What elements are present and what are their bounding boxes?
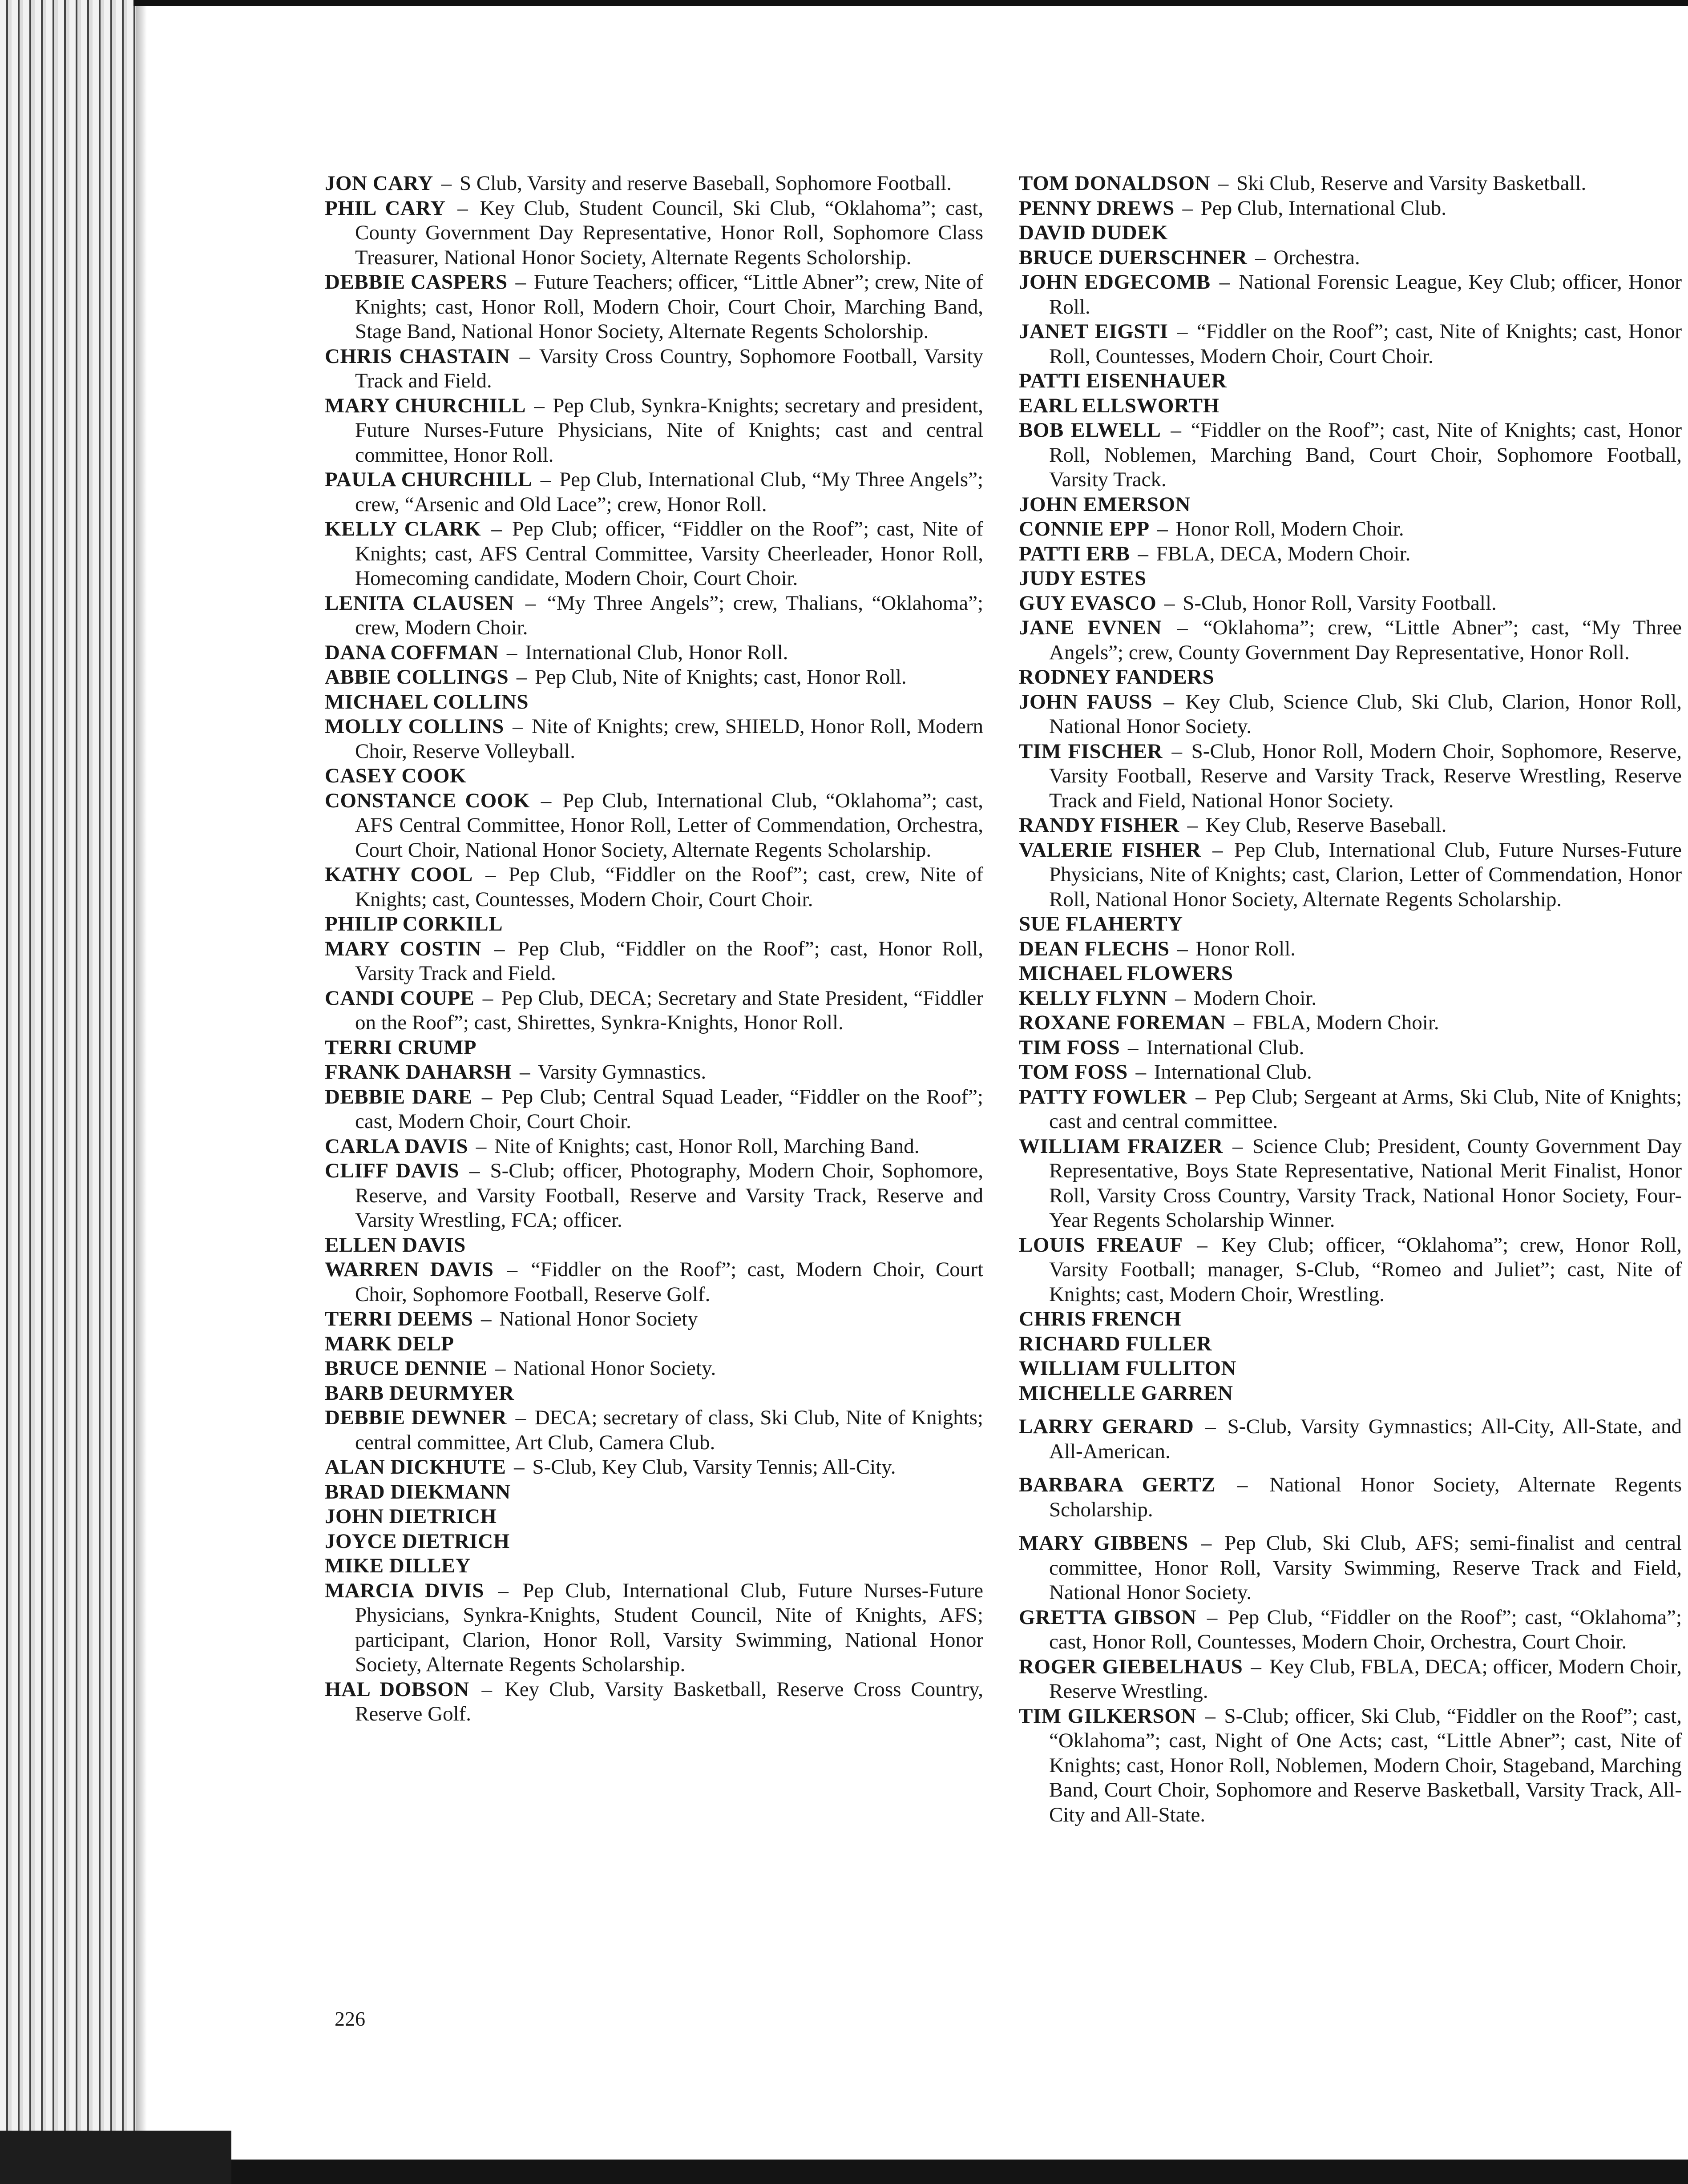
top-edge — [133, 0, 1688, 6]
separator-dash: – — [506, 641, 517, 664]
student-name: ELLEN DAVIS — [325, 1233, 466, 1257]
roster-entry — [325, 1307, 983, 1332]
roster-entry — [325, 1579, 983, 1677]
separator-dash: – — [481, 1307, 492, 1330]
activities-text: Pep Club; officer, “Fiddler on the Roof”; cast, Nite of Knights; cast, AFS Central Committee, Varsity Cheerleader, Honor Roll, Homecoming candidate, Modern Choir, Court Choir. — [355, 517, 983, 590]
roster-entry — [325, 1504, 983, 1529]
roster-entry — [1019, 246, 1682, 270]
separator-dash: – — [1205, 1415, 1216, 1438]
student-name: TOM DONALDSON — [1019, 172, 1210, 195]
roster-entry — [1019, 1060, 1682, 1085]
roster-entry — [325, 789, 983, 863]
student-name: MICHELLE GARREN — [1019, 1381, 1233, 1405]
student-name: DEAN FLECHS — [1019, 937, 1170, 960]
student-name: JON CARY — [325, 172, 433, 195]
roster-entry — [1019, 1704, 1682, 1828]
roster-entry — [325, 467, 983, 517]
separator-dash: – — [1197, 1233, 1207, 1257]
student-name: JOHN DIETRICH — [325, 1505, 497, 1528]
separator-dash: – — [1205, 1704, 1216, 1728]
roster-entry — [1019, 838, 1682, 912]
student-name: RODNEY FANDERS — [1019, 665, 1215, 689]
activities-text: Pep Club, DECA; Secretary and State President, “Fiddler on the Roof”; cast, Shirettes, Synkra-Knights, Honor Roll. — [355, 986, 984, 1034]
separator-dash: – — [1237, 1473, 1248, 1496]
student-name: CHRIS FRENCH — [1019, 1307, 1182, 1330]
student-name: CONSTANCE COOK — [325, 789, 530, 812]
student-name: CARLA DAVIS — [325, 1134, 468, 1158]
roster-entry — [325, 1085, 983, 1134]
student-name: ROXANE FOREMAN — [1019, 1011, 1226, 1034]
roster-entry — [325, 764, 983, 789]
separator-dash: – — [441, 172, 452, 195]
student-name: VALERIE FISHER — [1019, 838, 1201, 862]
student-name: BARB DEURMYER — [325, 1381, 514, 1405]
activities-text: Nite of Knights; crew, SHIELD, Honor Roll, Modern Choir, Reserve Volleyball. — [355, 715, 984, 763]
activities-text: Science Club; President, County Government Day Representative, Boys State Representative, National Merit Finalist, Honor Roll, Varsity Cross Country, Varsity Track, National Honor Society, Four-Year Regents Scholarship Winner. — [1049, 1134, 1682, 1232]
activities-text: Pep Club, International Club, Future Nurses-Future Physicians, Nite of Knights; cast, Clarion, Letter of Commendation, Honor Roll, National Honor Society, Alternate Regents Scholarship. — [1049, 838, 1682, 911]
student-name: KELLY CLARK — [325, 517, 481, 540]
student-name: PENNY DREWS — [1019, 196, 1175, 220]
roster-entry — [325, 665, 983, 690]
student-name: RICHARD FULLER — [1019, 1332, 1212, 1355]
student-name: LENITA CLAUSEN — [325, 591, 514, 615]
roster-entry — [1019, 171, 1682, 196]
student-name: CONNIE EPP — [1019, 517, 1150, 540]
separator-dash: – — [1251, 1655, 1261, 1678]
student-name: ABBIE COLLINGS — [325, 665, 509, 689]
roster-entry — [325, 1332, 983, 1357]
student-name: JOHN EMERSON — [1019, 492, 1191, 516]
student-name: ALAN DICKHUTE — [325, 1455, 506, 1479]
activities-text: Key Club, Student Council, Ski Club, “Oklahoma”; cast, County Government Day Representative, Honor Roll, Sophomore Class Treasurer, National Honor Society, Alternate Regents Scholorship. — [355, 196, 984, 269]
activities-text: Nite of Knights; cast, Honor Roll, Marching Band. — [494, 1134, 920, 1158]
roster-entry — [1019, 542, 1682, 567]
separator-dash: – — [1171, 419, 1181, 442]
separator-dash: – — [1255, 246, 1266, 269]
student-name: DANA COFFMAN — [325, 641, 499, 664]
activities-text: “My Three Angels”; crew, Thalians, “Oklahoma”; crew, Modern Choir. — [355, 591, 984, 639]
separator-dash: – — [1232, 1134, 1243, 1158]
activities-text: “Fiddler on the Roof”; cast, Modern Choir, Court Choir, Sophomore Football, Reserve Golf. — [355, 1258, 983, 1306]
roster-entry — [325, 1381, 983, 1406]
activities-text: International Club. — [1154, 1060, 1312, 1084]
roster-entry — [1019, 394, 1682, 419]
activities-text: National Honor Society. — [513, 1357, 716, 1380]
activities-text: National Honor Society — [499, 1307, 698, 1330]
roster-entry — [325, 912, 983, 937]
page-number: 226 — [335, 2007, 365, 2030]
activities-text: Pep Club, Nite of Knights; cast, Honor Roll. — [535, 665, 907, 689]
student-name: DEBBIE DARE — [325, 1085, 472, 1108]
separator-dash: – — [1177, 937, 1188, 960]
student-name: ROGER GIEBELHAUS — [1019, 1655, 1243, 1678]
roster-entry — [325, 1233, 983, 1258]
roster-entry — [1019, 369, 1682, 394]
activities-text: S Club, Varsity and reserve Baseball, Sophomore Football. — [459, 172, 952, 195]
student-name: TERRI CRUMP — [325, 1036, 477, 1059]
student-name: MARY COSTIN — [325, 937, 481, 960]
separator-dash: – — [516, 665, 527, 689]
roster-entry — [325, 1060, 983, 1085]
roster-entry — [1019, 1332, 1682, 1357]
separator-dash: – — [476, 1134, 487, 1158]
student-name: JOHN EDGECOMB — [1019, 270, 1211, 294]
roster-entry — [325, 517, 983, 591]
roster-entry — [325, 1455, 983, 1480]
student-name: JANE EVNEN — [1019, 616, 1162, 639]
student-name: BARBARA GERTZ — [1019, 1473, 1216, 1496]
separator-dash: – — [520, 1060, 530, 1084]
student-name: TIM FISCHER — [1019, 739, 1163, 763]
roster-entry — [1019, 986, 1682, 1011]
activities-text: FBLA, DECA, Modern Choir. — [1156, 542, 1411, 565]
activities-text: “Oklahoma”; crew, “Little Abner”; cast, “My Three Angels”; crew, County Government Day Representative, Honor Roll. — [1049, 616, 1682, 664]
bottom-edge — [231, 2160, 1688, 2184]
student-name: WILLIAM FRAIZER — [1019, 1134, 1223, 1158]
student-name: BRAD DIEKMANN — [325, 1480, 511, 1503]
roster-entry — [1019, 690, 1682, 739]
student-name: GUY EVASCO — [1019, 591, 1157, 615]
student-name: KELLY FLYNN — [1019, 986, 1167, 1010]
roster-entry — [325, 986, 983, 1036]
roster-entry — [325, 171, 983, 196]
student-name: PATTI EISENHAUER — [1019, 369, 1227, 392]
roster-entry — [1019, 1655, 1682, 1704]
student-name: JANET EIGSTI — [1019, 320, 1168, 343]
roster-entry — [1019, 196, 1682, 221]
roster-entry — [1019, 1085, 1682, 1134]
separator-dash: – — [495, 1357, 506, 1380]
activities-text: Key Club, Science Club, Ski Club, Clarion, Honor Roll, National Honor Society. — [1049, 690, 1682, 738]
roster-entry — [1019, 739, 1682, 814]
student-name: DEBBIE CASPERS — [325, 270, 508, 294]
activities-text: Varsity Cross Country, Sophomore Football, Varsity Track and Field. — [355, 344, 983, 392]
roster-entry — [1019, 1233, 1682, 1307]
separator-dash: – — [1164, 591, 1175, 615]
roster-entry — [325, 862, 983, 912]
roster-entry — [1019, 1356, 1682, 1381]
roster-entry — [1019, 418, 1682, 492]
roster-entry — [1019, 665, 1682, 690]
roster-entry — [325, 1356, 983, 1381]
roster-entry — [1019, 961, 1682, 986]
separator-dash: – — [1182, 196, 1193, 220]
student-name: SUE FLAHERTY — [1019, 912, 1183, 935]
activities-text: S-Club, Honor Roll, Varsity Football. — [1183, 591, 1497, 615]
activities-text: Ski Club, Reserve and Varsity Basketball. — [1236, 172, 1587, 195]
roster-entry — [1019, 270, 1682, 319]
roster-entry — [1019, 616, 1682, 665]
roster-entry — [1019, 813, 1682, 838]
roster-entry — [325, 690, 983, 715]
separator-dash: – — [1177, 616, 1188, 639]
separator-dash: – — [481, 1677, 492, 1701]
separator-dash: – — [1207, 1605, 1218, 1629]
separator-dash: – — [482, 986, 493, 1010]
separator-dash: – — [1157, 517, 1168, 540]
roster-entry — [325, 714, 983, 764]
book-page-edges — [0, 0, 147, 2184]
roster-entry — [325, 1406, 983, 1455]
roster-entry — [325, 1036, 983, 1060]
student-name: JOYCE DIETRICH — [325, 1529, 510, 1553]
separator-dash: – — [469, 1159, 480, 1182]
separator-dash: – — [514, 1455, 525, 1479]
student-name: JUDY ESTES — [1019, 567, 1147, 590]
student-name: WILLIAM FULLITON — [1019, 1357, 1236, 1380]
activities-text: S-Club, Key Club, Varsity Tennis; All-City. — [532, 1455, 896, 1479]
student-name: TOM FOSS — [1019, 1060, 1128, 1084]
activities-text: Modern Choir. — [1193, 986, 1317, 1010]
separator-dash: – — [1233, 1011, 1244, 1034]
student-name: EARL ELLSWORTH — [1019, 394, 1220, 417]
activities-text: Pep Club, “Fiddler on the Roof”; cast, Honor Roll, Varsity Track and Field. — [355, 937, 983, 985]
right-column — [1019, 171, 1682, 1827]
student-name: PHILIP CORKILL — [325, 912, 503, 935]
separator-dash: – — [1128, 1036, 1139, 1059]
roster-entry — [325, 270, 983, 344]
roster-entry — [325, 937, 983, 986]
separator-dash: – — [515, 1406, 526, 1429]
activities-text: Pep Club; Central Squad Leader, “Fiddler on the Roof”; cast, Modern Choir, Court Choir. — [355, 1085, 983, 1133]
separator-dash: – — [525, 591, 536, 615]
student-name: HAL DOBSON — [325, 1677, 469, 1701]
student-name: MOLLY COLLINS — [325, 715, 504, 738]
student-name: KATHY COOL — [325, 863, 473, 886]
activities-text: International Club. — [1146, 1036, 1304, 1059]
separator-dash: – — [1171, 739, 1183, 763]
separator-dash: – — [1177, 320, 1188, 343]
left-column — [325, 171, 983, 1727]
student-name: BRUCE DENNIE — [325, 1357, 488, 1380]
separator-dash: – — [485, 863, 496, 886]
roster-entry — [325, 1554, 983, 1579]
student-name: TERRI DEEMS — [325, 1307, 473, 1330]
activities-text: FBLA, Modern Choir. — [1252, 1011, 1439, 1034]
roster-entry — [325, 196, 983, 270]
roster-entry — [1019, 591, 1682, 616]
roster-entry — [1019, 1011, 1682, 1036]
separator-dash: – — [507, 1258, 518, 1281]
separator-dash: – — [541, 789, 552, 812]
student-name: LOUIS FREAUF — [1019, 1233, 1183, 1257]
roster-entry — [325, 1134, 983, 1159]
student-name: MIKE DILLEY — [325, 1554, 471, 1577]
separator-dash: – — [498, 1579, 509, 1602]
student-name: PATTY FOWLER — [1019, 1085, 1187, 1108]
roster-entry — [1019, 1381, 1682, 1406]
student-name: MICHAEL FLOWERS — [1019, 962, 1233, 985]
roster-entry — [325, 591, 983, 641]
roster-entry — [325, 641, 983, 665]
student-name: MARK DELP — [325, 1332, 454, 1355]
activities-text: Future Teachers; officer, “Little Abner”; crew, Nite of Knights; cast, Honor Roll, Modern Choir, Court Choir, Marching Band, Stage Band, National Honor Society, Alternate Regents Scholorship. — [355, 270, 984, 343]
roster-entry — [1019, 1307, 1682, 1332]
student-name: CANDI COUPE — [325, 986, 475, 1010]
separator-dash: – — [540, 468, 551, 491]
roster-entry — [1019, 517, 1682, 542]
separator-dash: – — [534, 394, 545, 417]
separator-dash: – — [1201, 1531, 1212, 1555]
roster-entry — [325, 1159, 983, 1233]
student-name: PAULA CHURCHILL — [325, 468, 532, 491]
activities-text: Honor Roll, Modern Choir. — [1175, 517, 1404, 540]
activities-text: Key Club, Varsity Basketball, Reserve Cross Country, Reserve Golf. — [355, 1677, 984, 1725]
student-name: LARRY GERARD — [1019, 1415, 1194, 1438]
activities-text: Key Club; officer, “Oklahoma”; crew, Honor Roll, Varsity Football; manager, S-Club, “Romeo and Juliet”; cast, Nite of Knights; cast, Modern Choir, Wrestling. — [1049, 1233, 1682, 1306]
student-name: RANDY FISHER — [1019, 814, 1179, 837]
roster-entry — [1019, 1605, 1682, 1655]
roster-entry — [1019, 1036, 1682, 1060]
activities-text: Pep Club, Synkra-Knights; secretary and president, Future Nurses-Future Physicians, Nite of Knights; cast and central committee, Honor Roll. — [355, 394, 984, 467]
roster-entry — [1019, 319, 1682, 369]
roster-entry — [1019, 492, 1682, 517]
activities-text: S-Club, Honor Roll, Modern Choir, Sophomore, Reserve, Varsity Football, Reserve and Varsity Track, Reserve Wrestling, Reserve Track and Field, National Honor Society. — [1049, 739, 1682, 812]
student-name: CHRIS CHASTAIN — [325, 344, 510, 368]
activities-text: Pep Club, “Fiddler on the Roof”; cast, “Oklahoma”; cast, Honor Roll, Countesses, Modern Choir, Orchestra, Court Choir. — [1049, 1605, 1682, 1653]
student-name: PHIL CARY — [325, 196, 446, 220]
activities-text: Pep Club, International Club, “Oklahoma”; cast, AFS Central Committee, Honor Roll, Letter of Commendation, Orchestra, Court Choir, National Honor Society, Alternate Regents Scholarship. — [355, 789, 984, 862]
separator-dash: – — [1175, 986, 1186, 1010]
activities-text: Pep Club, Ski Club, AFS; semi-finalist and central committee, Honor Roll, Varsity Swimming, Reserve Track and Field, National Honor Society. — [1049, 1531, 1682, 1604]
roster-entry — [1019, 912, 1682, 937]
roster-entry — [1019, 1531, 1682, 1605]
bottom-edge-shadow — [0, 2131, 231, 2184]
activities-text: Pep Club, International Club. — [1200, 196, 1446, 220]
roster-entry — [325, 1529, 983, 1554]
roster-entry — [325, 344, 983, 394]
student-name: BOB ELWELL — [1019, 419, 1161, 442]
student-name: CASEY COOK — [325, 764, 466, 787]
activities-text: National Honor Society, Alternate Regents Scholarship. — [1049, 1473, 1682, 1521]
activities-text: Orchestra. — [1273, 246, 1360, 269]
roster-entry — [1019, 1414, 1682, 1464]
activities-text: Key Club, FBLA, DECA; officer, Modern Choir, Reserve Wrestling. — [1049, 1655, 1682, 1703]
separator-dash: – — [1163, 690, 1174, 713]
activities-text: National Forensic League, Key Club; officer, Honor Roll. — [1049, 270, 1682, 318]
separator-dash: – — [513, 715, 523, 738]
separator-dash: – — [1218, 172, 1229, 195]
student-name: GRETTA GIBSON — [1019, 1605, 1197, 1629]
activities-text: Honor Roll. — [1195, 937, 1296, 960]
student-name: MARCIA DIVIS — [325, 1579, 484, 1602]
separator-dash: – — [1212, 838, 1223, 862]
separator-dash: – — [515, 270, 526, 294]
student-name: FRANK DAHARSH — [325, 1060, 512, 1084]
separator-dash: – — [519, 344, 530, 368]
activities-text: “Fiddler on the Roof”; cast, Nite of Knights; cast, Honor Roll, Noblemen, Marching Band, Court Choir, Sophomore Football, Varsity Track. — [1049, 419, 1682, 491]
student-name: TIM GILKERSON — [1019, 1704, 1196, 1728]
student-name: MARY CHURCHILL — [325, 394, 526, 417]
separator-dash: – — [491, 517, 502, 540]
student-name: MARY GIBBENS — [1019, 1531, 1188, 1555]
activities-text: Pep Club, International Club, Future Nurses-Future Physicians, Synkra-Knights, Student Council, Nite of Knights, AFS; participant, Clarion, Honor Roll, Varsity Swimming, National Honor Society, Alternate Regents Scholarship. — [355, 1579, 984, 1676]
activities-text: “Fiddler on the Roof”; cast, Nite of Knights; cast, Honor Roll, Countesses, Modern Choir, Court Choir. — [1049, 320, 1682, 368]
separator-dash: – — [1195, 1085, 1206, 1108]
activities-text: International Club, Honor Roll. — [525, 641, 788, 664]
student-name: JOHN FAUSS — [1019, 690, 1153, 713]
activities-text: Varsity Gymnastics. — [537, 1060, 707, 1084]
separator-dash: – — [494, 937, 505, 960]
activities-text: Pep Club, International Club, “My Three Angels”; crew, “Arsenic and Old Lace”; crew, Honor Roll. — [355, 468, 984, 516]
separator-dash: – — [1135, 1060, 1146, 1084]
activities-text: S-Club; officer, Ski Club, “Fiddler on the Roof”; cast, “Oklahoma”; cast, Night of One Acts; cast, “Little Abner”; cast, Nite of Knights; cast, Honor Roll, Noblemen, Modern Choir, Stageband, Marching Band, Court Choir, Sophomore and Reserve Basketball, Varsity Track, All-City and All-State. — [1049, 1704, 1682, 1826]
roster-entry — [1019, 1134, 1682, 1233]
student-name: DEBBIE DEWNER — [325, 1406, 507, 1429]
activities-text: DECA; secretary of class, Ski Club, Nite of Knights; central committee, Art Club, Camera Club. — [355, 1406, 983, 1454]
roster-entry — [325, 1257, 983, 1307]
student-name: CLIFF DAVIS — [325, 1159, 459, 1182]
activities-text: S-Club; officer, Photography, Modern Choir, Sophomore, Reserve, and Varsity Football, Reserve and Varsity Track, Reserve and Varsity Wrestling, FCA; officer. — [355, 1159, 984, 1232]
student-name: MICHAEL COLLINS — [325, 690, 529, 713]
student-name: BRUCE DUERSCHNER — [1019, 246, 1248, 269]
roster-entry — [325, 1480, 983, 1505]
roster-entry — [325, 1677, 983, 1727]
roster-entry — [1019, 1473, 1682, 1522]
student-name: PATTI ERB — [1019, 542, 1130, 565]
student-name: TIM FOSS — [1019, 1036, 1120, 1059]
activities-text: Pep Club, “Fiddler on the Roof”; cast, crew, Nite of Knights; cast, Countesses, Modern Choir, Court Choir. — [355, 863, 983, 911]
student-name: DAVID DUDEK — [1019, 221, 1168, 244]
separator-dash: – — [481, 1085, 493, 1108]
roster-entry — [1019, 566, 1682, 591]
activities-text: Key Club, Reserve Baseball. — [1205, 814, 1447, 837]
activities-text: S-Club, Varsity Gymnastics; All-City, All-State, and All-American. — [1049, 1415, 1682, 1463]
separator-dash: – — [1138, 542, 1148, 565]
separator-dash: – — [457, 196, 468, 220]
roster-entry — [1019, 937, 1682, 962]
separator-dash: – — [1187, 814, 1198, 837]
student-name: WARREN DAVIS — [325, 1258, 494, 1281]
roster-entry — [1019, 221, 1682, 246]
roster-entry — [325, 394, 983, 468]
activities-text: Pep Club; Sergeant at Arms, Ski Club, Nite of Knights; cast and central committee. — [1049, 1085, 1682, 1133]
separator-dash: – — [1219, 270, 1230, 294]
